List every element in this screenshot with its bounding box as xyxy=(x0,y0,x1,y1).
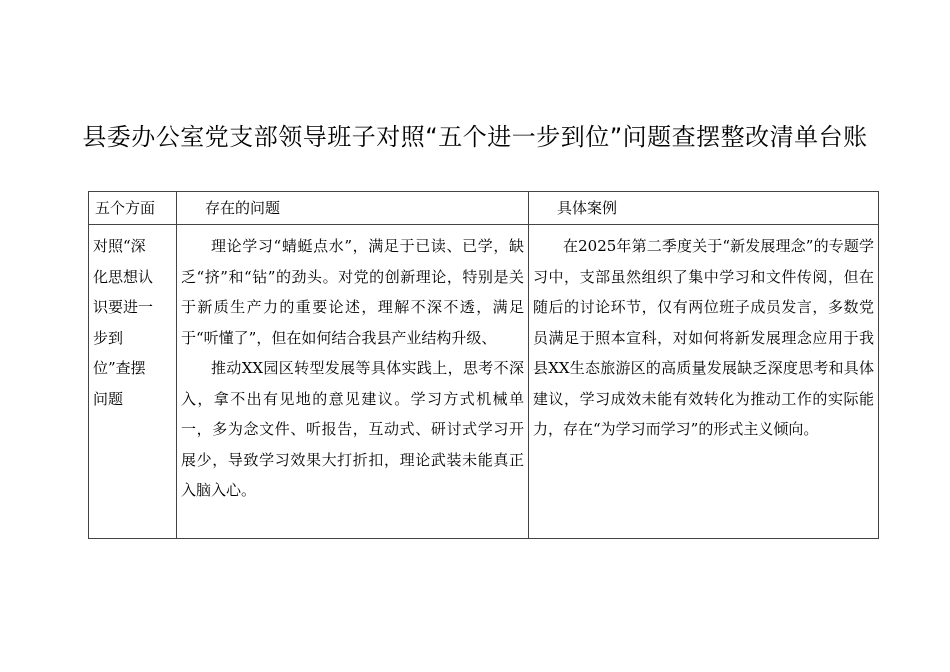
document-title: 县委办公室党支部领导班子对照“五个进一步到位”问题查摆整改清单台账 xyxy=(82,123,868,151)
header-aspect: 五个方面 xyxy=(89,192,177,225)
problem-paragraph: 推动XX园区转型发展等具体实践上，思考不深入，拿不出有见地的意见建议。学习方式机械单一，多为念文件、听报告，互动式、研讨式学习开展少，导致学习效果大打折扣，理论武装未能真正入脑入心。 xyxy=(181,359,524,499)
problem-cell xyxy=(177,225,529,539)
ledger-table xyxy=(88,191,879,539)
aspect-line: 识要进一 xyxy=(93,298,154,316)
header-problem: 存在的问题 xyxy=(177,192,529,225)
aspect-line: 位”查摆 xyxy=(93,359,146,377)
table-row xyxy=(89,225,879,539)
case-paragraph: 在2025年第二季度关于“新发展理念”的专题学习中，支部虽然组织了集中学习和文件传阅，但在随后的讨论环节，仅有两位班子成员发言，多数党员满足于照本宣科，对如何将新发展理念应用于我县XX生态旅游区的高质量发展缺乏深度思考和具体建议，学习成效未能有效转化为推动工作的实际能力，存在“为学习而学习”的形式主义倾向。 xyxy=(533,237,874,438)
aspect-line: 步到 xyxy=(93,328,124,347)
case-cell xyxy=(529,225,879,539)
header-case: 具体案例 xyxy=(529,192,879,225)
aspect-line: 问题 xyxy=(93,389,124,408)
problem-paragraph: 理论学习“蜻蜓点水”，满足于已读、已学，缺乏“挤”和“钻”的劲头。对党的创新理论，特别是关于新质生产力的重要论述，理解不深不透，满足于“听懂了”，但在如何结合我县产业结构升级、 xyxy=(181,237,524,347)
aspect-line: 对照“深 xyxy=(93,237,146,255)
aspect-line: 化思想认 xyxy=(93,267,154,286)
aspect-cell xyxy=(89,225,177,539)
table-header-row xyxy=(89,192,879,225)
